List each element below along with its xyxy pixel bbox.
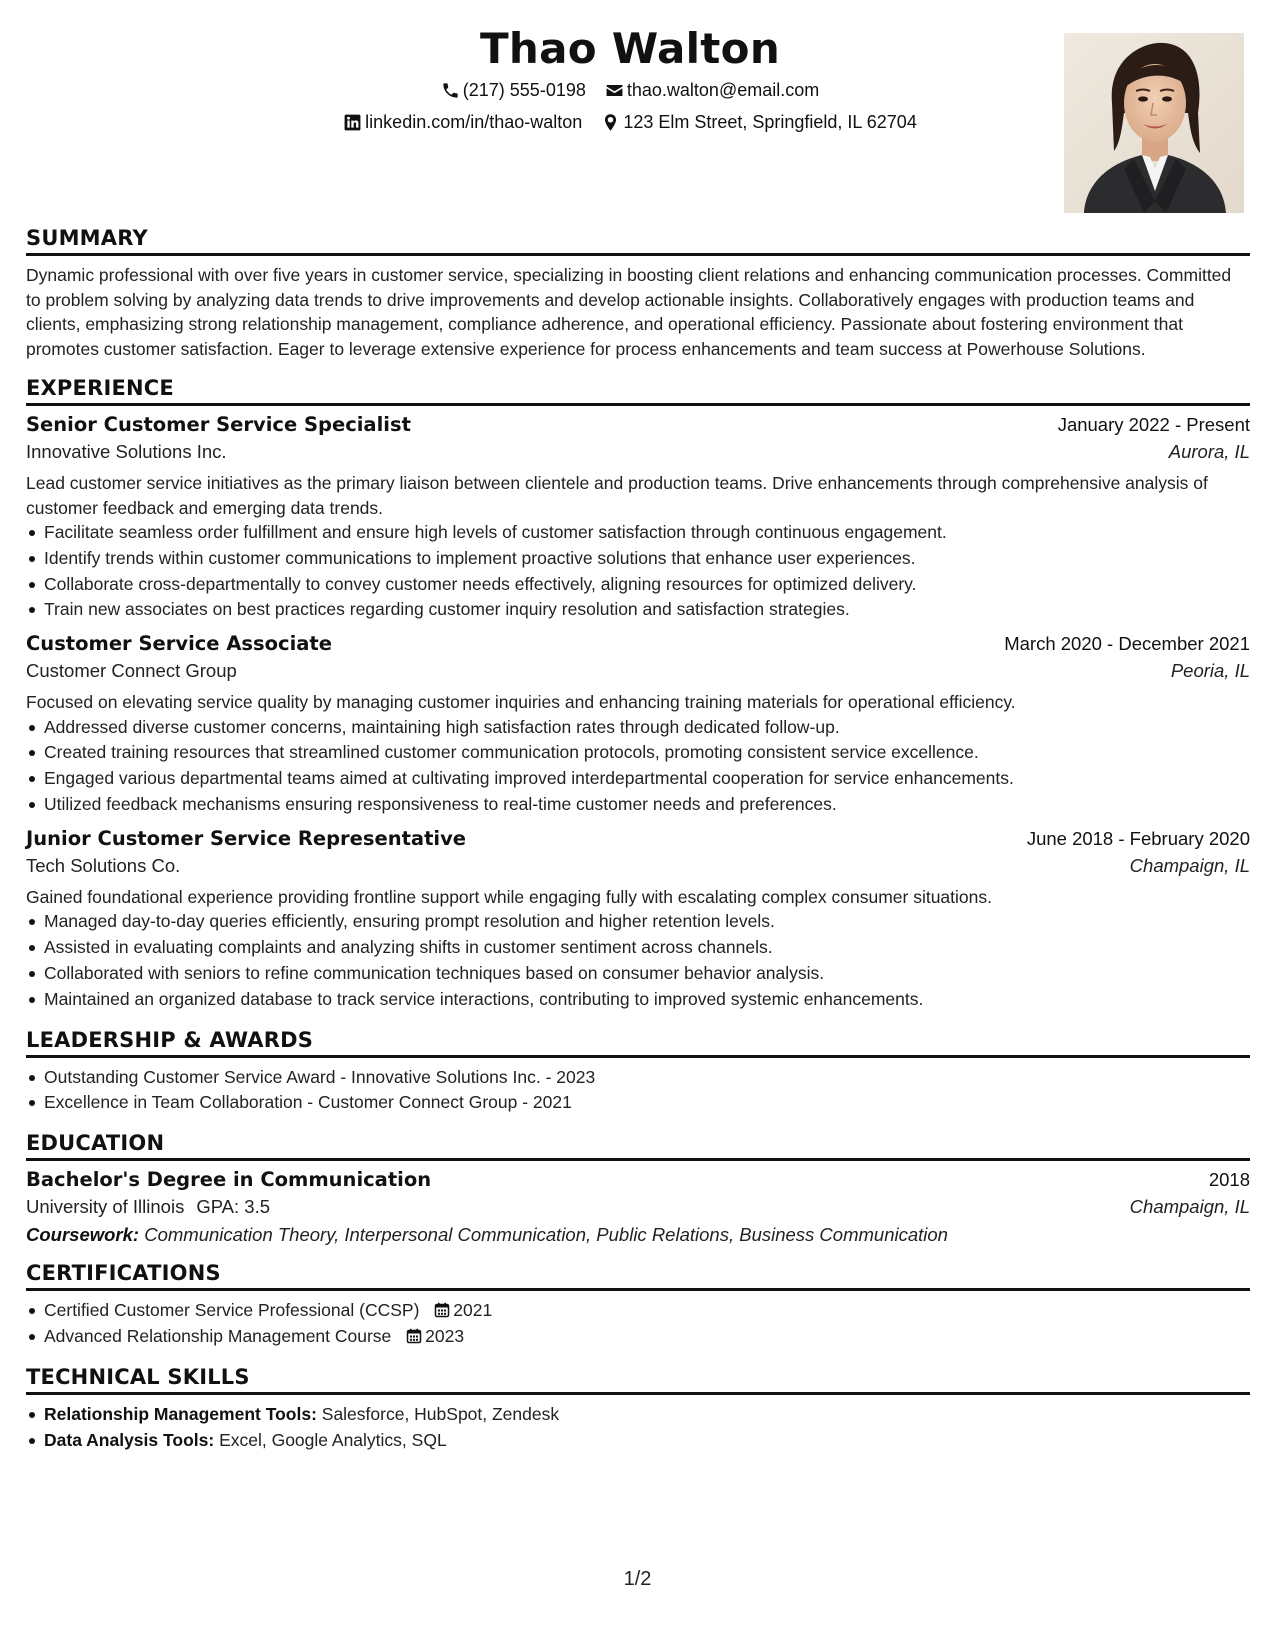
job-description: Gained foundational experience providing frontline support while engaging fully with escalating complex consumer situations. <box>26 886 992 907</box>
candidate-name: Thao Walton <box>479 24 781 73</box>
award-item: Outstanding Customer Service Award - Innovative Solutions Inc. - 2023 <box>26 1065 1250 1091</box>
awards-list <box>26 1065 1250 1117</box>
job-description: Lead customer service initiatives as the primary liaison between clientele and production teams. Drive enhancements through comprehensive analysis of customer feedback and emerging data trends. <box>26 473 1208 518</box>
skill-label: Relationship Management Tools: <box>44 1403 317 1424</box>
summary-heading: SUMMARY <box>26 226 1250 256</box>
graduation-year: 2018 <box>1208 1169 1250 1191</box>
skill-label: Data Analysis Tools: <box>44 1429 215 1450</box>
calendar-icon <box>406 1328 422 1344</box>
awards-heading: LEADERSHIP & AWARDS <box>26 1028 1250 1058</box>
job-bullets <box>26 909 1250 1012</box>
coursework-text: Communication Theory, Interpersonal Communication, Public Relations, Business Communication <box>144 1224 948 1246</box>
email-text[interactable]: thao.walton@email.com <box>626 80 820 100</box>
certifications-heading: CERTIFICATIONS <box>26 1261 1250 1291</box>
job-location: Champaign, IL <box>1129 854 1250 876</box>
bullet-item: Utilized feedback mechanisms ensuring responsiveness to real-time customer needs and preferences. <box>26 792 1250 818</box>
bullet-item: Addressed diverse customer concerns, maintaining high satisfaction rates through dedicated follow-up. <box>26 715 1250 741</box>
skill-value: Excel, Google Analytics, SQL <box>219 1429 447 1450</box>
certification-item <box>26 1298 1250 1324</box>
skill-value: Salesforce, HubSpot, Zendesk <box>321 1403 560 1424</box>
linkedin-text[interactable]: linkedin.com/in/thao-walton <box>365 112 583 132</box>
experience-heading: EXPERIENCE <box>26 376 1250 406</box>
school-name: University of Illinois <box>26 1196 185 1218</box>
coursework-label: Coursework: <box>26 1224 140 1246</box>
summary-section <box>26 226 1250 361</box>
job-description: Focused on elevating service quality by managing customer inquiries and enhancing training materials for operational efficiency. <box>26 692 1016 713</box>
map-marker-icon <box>601 113 620 132</box>
education-section <box>26 1131 1250 1246</box>
phone-text: (217) 555-0198 <box>462 80 586 100</box>
certifications-list <box>26 1298 1250 1350</box>
phone-icon <box>441 81 460 100</box>
job-entry <box>26 827 1250 1013</box>
job-dates: June 2018 - February 2020 <box>1026 827 1250 849</box>
bullet-item: Engaged various departmental teams aimed at cultivating improved interdepartmental cooperation for service enhancements. <box>26 766 1250 792</box>
award-item: Excellence in Team Collaboration - Customer Connect Group - 2021 <box>26 1090 1250 1116</box>
job-location: Aurora, IL <box>1168 441 1250 462</box>
bullet-item: Train new associates on best practices regarding customer inquiry resolution and satisfaction strategies. <box>26 597 1250 623</box>
skills-list <box>26 1402 1250 1454</box>
company-name: Innovative Solutions Inc. <box>26 441 227 462</box>
linkedin-icon <box>343 113 362 132</box>
certification-name: Advanced Relationship Management Course <box>44 1325 392 1346</box>
bullet-item: Assisted in evaluating complaints and analyzing shifts in customer sentiment across channels. <box>26 935 1250 961</box>
school-info <box>26 1196 270 1218</box>
certification-name: Certified Customer Service Professional (CCSP) <box>44 1300 420 1321</box>
envelope-icon <box>605 81 624 100</box>
bullet-item: Facilitate seamless order fulfillment and ensure high levels of customer satisfaction through continuous engagement. <box>26 520 1250 546</box>
bullet-item: Created training resources that streamlined customer communication protocols, promoting consistent service excellence. <box>26 740 1250 766</box>
school-location: Champaign, IL <box>1129 1196 1250 1218</box>
address-contact <box>601 112 917 133</box>
job-title: Junior Customer Service Representative <box>26 826 467 850</box>
linkedin-contact[interactable] <box>343 112 582 133</box>
education-heading: EDUCATION <box>26 1131 1250 1161</box>
skills-section <box>26 1365 1250 1454</box>
resume-header <box>0 24 1275 214</box>
bullet-item: Managed day-to-day queries efficiently, ensuring prompt resolution and higher retention levels. <box>26 909 1250 935</box>
job-dates: March 2020 - December 2021 <box>1004 633 1250 655</box>
resume-body <box>26 226 1250 1468</box>
degree-title: Bachelor's Degree in Communication <box>26 1168 432 1192</box>
gpa-text: GPA: 3.5 <box>196 1196 271 1218</box>
bullet-item: Collaborated with seniors to refine communication techniques based on consumer behavior analysis. <box>26 961 1250 987</box>
bullet-item: Identify trends within customer communications to implement proactive solutions that enhance user experiences. <box>26 546 1250 572</box>
job-title: Customer Service Associate <box>26 632 332 656</box>
company-name: Customer Connect Group <box>26 660 237 682</box>
job-entry <box>26 632 1250 818</box>
calendar-icon <box>434 1302 450 1318</box>
experience-section <box>26 376 1250 1013</box>
certification-year: 2023 <box>425 1325 465 1346</box>
job-bullets <box>26 520 1250 623</box>
email-contact[interactable] <box>605 80 819 101</box>
company-name: Tech Solutions Co. <box>26 854 181 876</box>
job-location: Peoria, IL <box>1170 660 1250 682</box>
job-title: Senior Customer Service Specialist <box>26 413 411 436</box>
skill-item <box>26 1428 1250 1454</box>
skills-heading: TECHNICAL SKILLS <box>26 1365 1250 1395</box>
bullet-item: Collaborate cross-departmentally to convey customer needs effectively, aligning resources for optimized delivery. <box>26 572 1250 598</box>
awards-section <box>26 1028 1250 1117</box>
certifications-section <box>26 1261 1250 1350</box>
bullet-item: Maintained an organized database to track service interactions, contributing to improved systemic enhancements. <box>26 987 1250 1013</box>
job-bullets <box>26 715 1250 818</box>
coursework <box>26 1224 1250 1246</box>
page-number: 1/2 <box>623 1568 652 1590</box>
certification-year: 2021 <box>453 1300 493 1321</box>
certification-item <box>26 1324 1250 1350</box>
phone-contact <box>441 80 586 101</box>
profile-photo <box>1064 33 1244 213</box>
job-entry <box>26 413 1250 623</box>
address-text: 123 Elm Street, Springfield, IL 62704 <box>623 112 917 132</box>
job-dates: January 2022 - Present <box>1057 414 1250 435</box>
portrait-image <box>1064 33 1244 213</box>
skill-item <box>26 1402 1250 1428</box>
summary-text: Dynamic professional with over five years in customer service, specializing in boosting client relations and enhancing communication processes. Committed to problem solving by analyzing data trends to drive improvements and develop actionable insights. Collaboratively engages with production teams and clients, emphasizing strong relationship management, compliance adherence, and operational efficiency. Passionate about fostering environment that promotes customer satisfaction. Eager to leverage extensive experience for process enhancements and team success at Powerhouse Solutions. <box>26 265 1232 359</box>
